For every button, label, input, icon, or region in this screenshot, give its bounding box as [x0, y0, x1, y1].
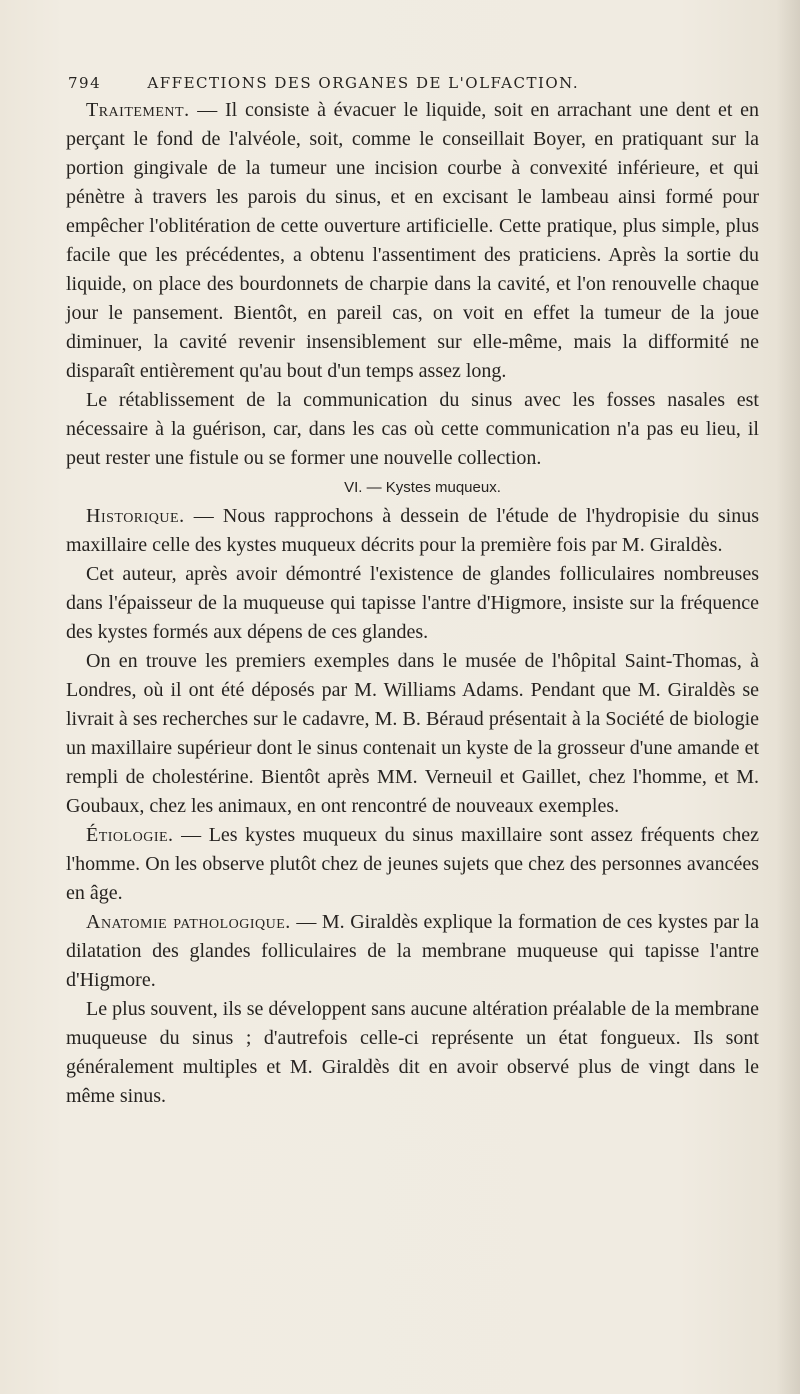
heading-historique: Historique.: [86, 505, 185, 527]
paragraph-text: Cet auteur, après avoir démontré l'existence de glandes folliculaires nombreuses dans l'épaisseur de la muqueuse qui tapisse l'antre d'Higmore, insiste sur la fréquence des kystes formés aux dépens de ces glandes.: [66, 563, 759, 643]
page-edge-shadow: [776, 0, 800, 1394]
paragraph-text: Le rétablissement de la communication du sinus avec les fosses nasales est nécessaire à la guérison, car, dans les cas où cette communication n'a pas eu lieu, il peut rester une fistule ou se former une nouvelle collection.: [66, 389, 759, 469]
paragraph-traitement: [66, 96, 759, 386]
section-title: VI. — Kystes muqueux.: [344, 479, 501, 496]
paragraph-text: — M. Giraldès explique la formation de ces kystes par la dilatation des glandes folliculaires de la membrane muqueuse qui tapisse l'antre d'Higmore.: [66, 911, 759, 991]
heading-etiologie: Étiologie.: [86, 824, 174, 846]
paragraph-historique: [66, 502, 759, 560]
paragraph-text: On en trouve les premiers exemples dans le musée de l'hôpital Saint-Thomas, à Londres, où il ont été déposés par M. Williams Adams. Pendant que M. Giraldès se livrait à ses recherches sur le cadavre, M. B. Béraud présentait à la Société de biologie un maxillaire supérieur dont le sinus contenait un kyste de la grosseur d'une amande et rempli de cholestérine. Bientôt après MM. Verneuil et Gaillet, chez l'homme, et M. Goubaux, chez les animaux, en ont rencontré de nouveaux exemples.: [66, 650, 759, 817]
paragraph: [66, 386, 759, 473]
paragraph-text: — Nous rapprochons à dessein de l'étude de l'hydropisie du sinus maxillaire celle des kystes muqueux décrits pour la première fois par M. Giraldès.: [66, 505, 759, 556]
page-body: [66, 96, 759, 1111]
paragraph-anatomie: [66, 908, 759, 995]
running-header: [68, 74, 758, 92]
heading-traitement: Traitement.: [86, 99, 190, 121]
heading-anatomie-pathologique: Anatomie pathologique.: [86, 911, 291, 933]
running-title: AFFECTIONS DES ORGANES DE L'OLFACTION.: [147, 74, 580, 92]
paragraph-text: — Il consiste à évacuer le liquide, soit en arrachant une dent et en perçant le fond de l'alvéole, soit, comme le conseillait Boyer, en pratiquant sur la portion gingivale de la tumeur une incision courbe à convexité inférieure, et qui pénètre à travers les parois du sinus, et en excisant le lambeau ainsi formé pour empêcher l'oblitération de cette ouverture artificielle. Cette pratique, plus simple, plus facile que les précédentes, a obtenu l'assentiment des praticiens. Après la sortie du liquide, on place des bourdonnets de charpie dans la cavité, et l'on renouvelle chaque jour le pansement. Bientôt, en pareil cas, on voit en effet la tumeur de la joue diminuer, la cavité revenir insensiblement sur elle-même, mais la difformité ne disparaît entièrement qu'au bout d'un temps assez long.: [66, 99, 759, 382]
paragraph-text: Le plus souvent, ils se développent sans aucune altération préalable de la membrane muqueuse du sinus ; d'autrefois celle-ci représente un état fongueux. Ils sont généralement multiples et M. Giraldès dit en avoir observé plus de vingt dans le même sinus.: [66, 998, 759, 1107]
paragraph: [66, 560, 759, 647]
paragraph-etiologie: [66, 821, 759, 908]
paragraph: [66, 647, 759, 821]
paragraph: [66, 995, 759, 1111]
paragraph-text: — Les kystes muqueux du sinus maxillaire sont assez fréquents chez l'homme. On les observe plutôt chez de jeunes sujets que chez des personnes avancées en âge.: [66, 824, 759, 904]
page-number: 794: [68, 74, 102, 92]
